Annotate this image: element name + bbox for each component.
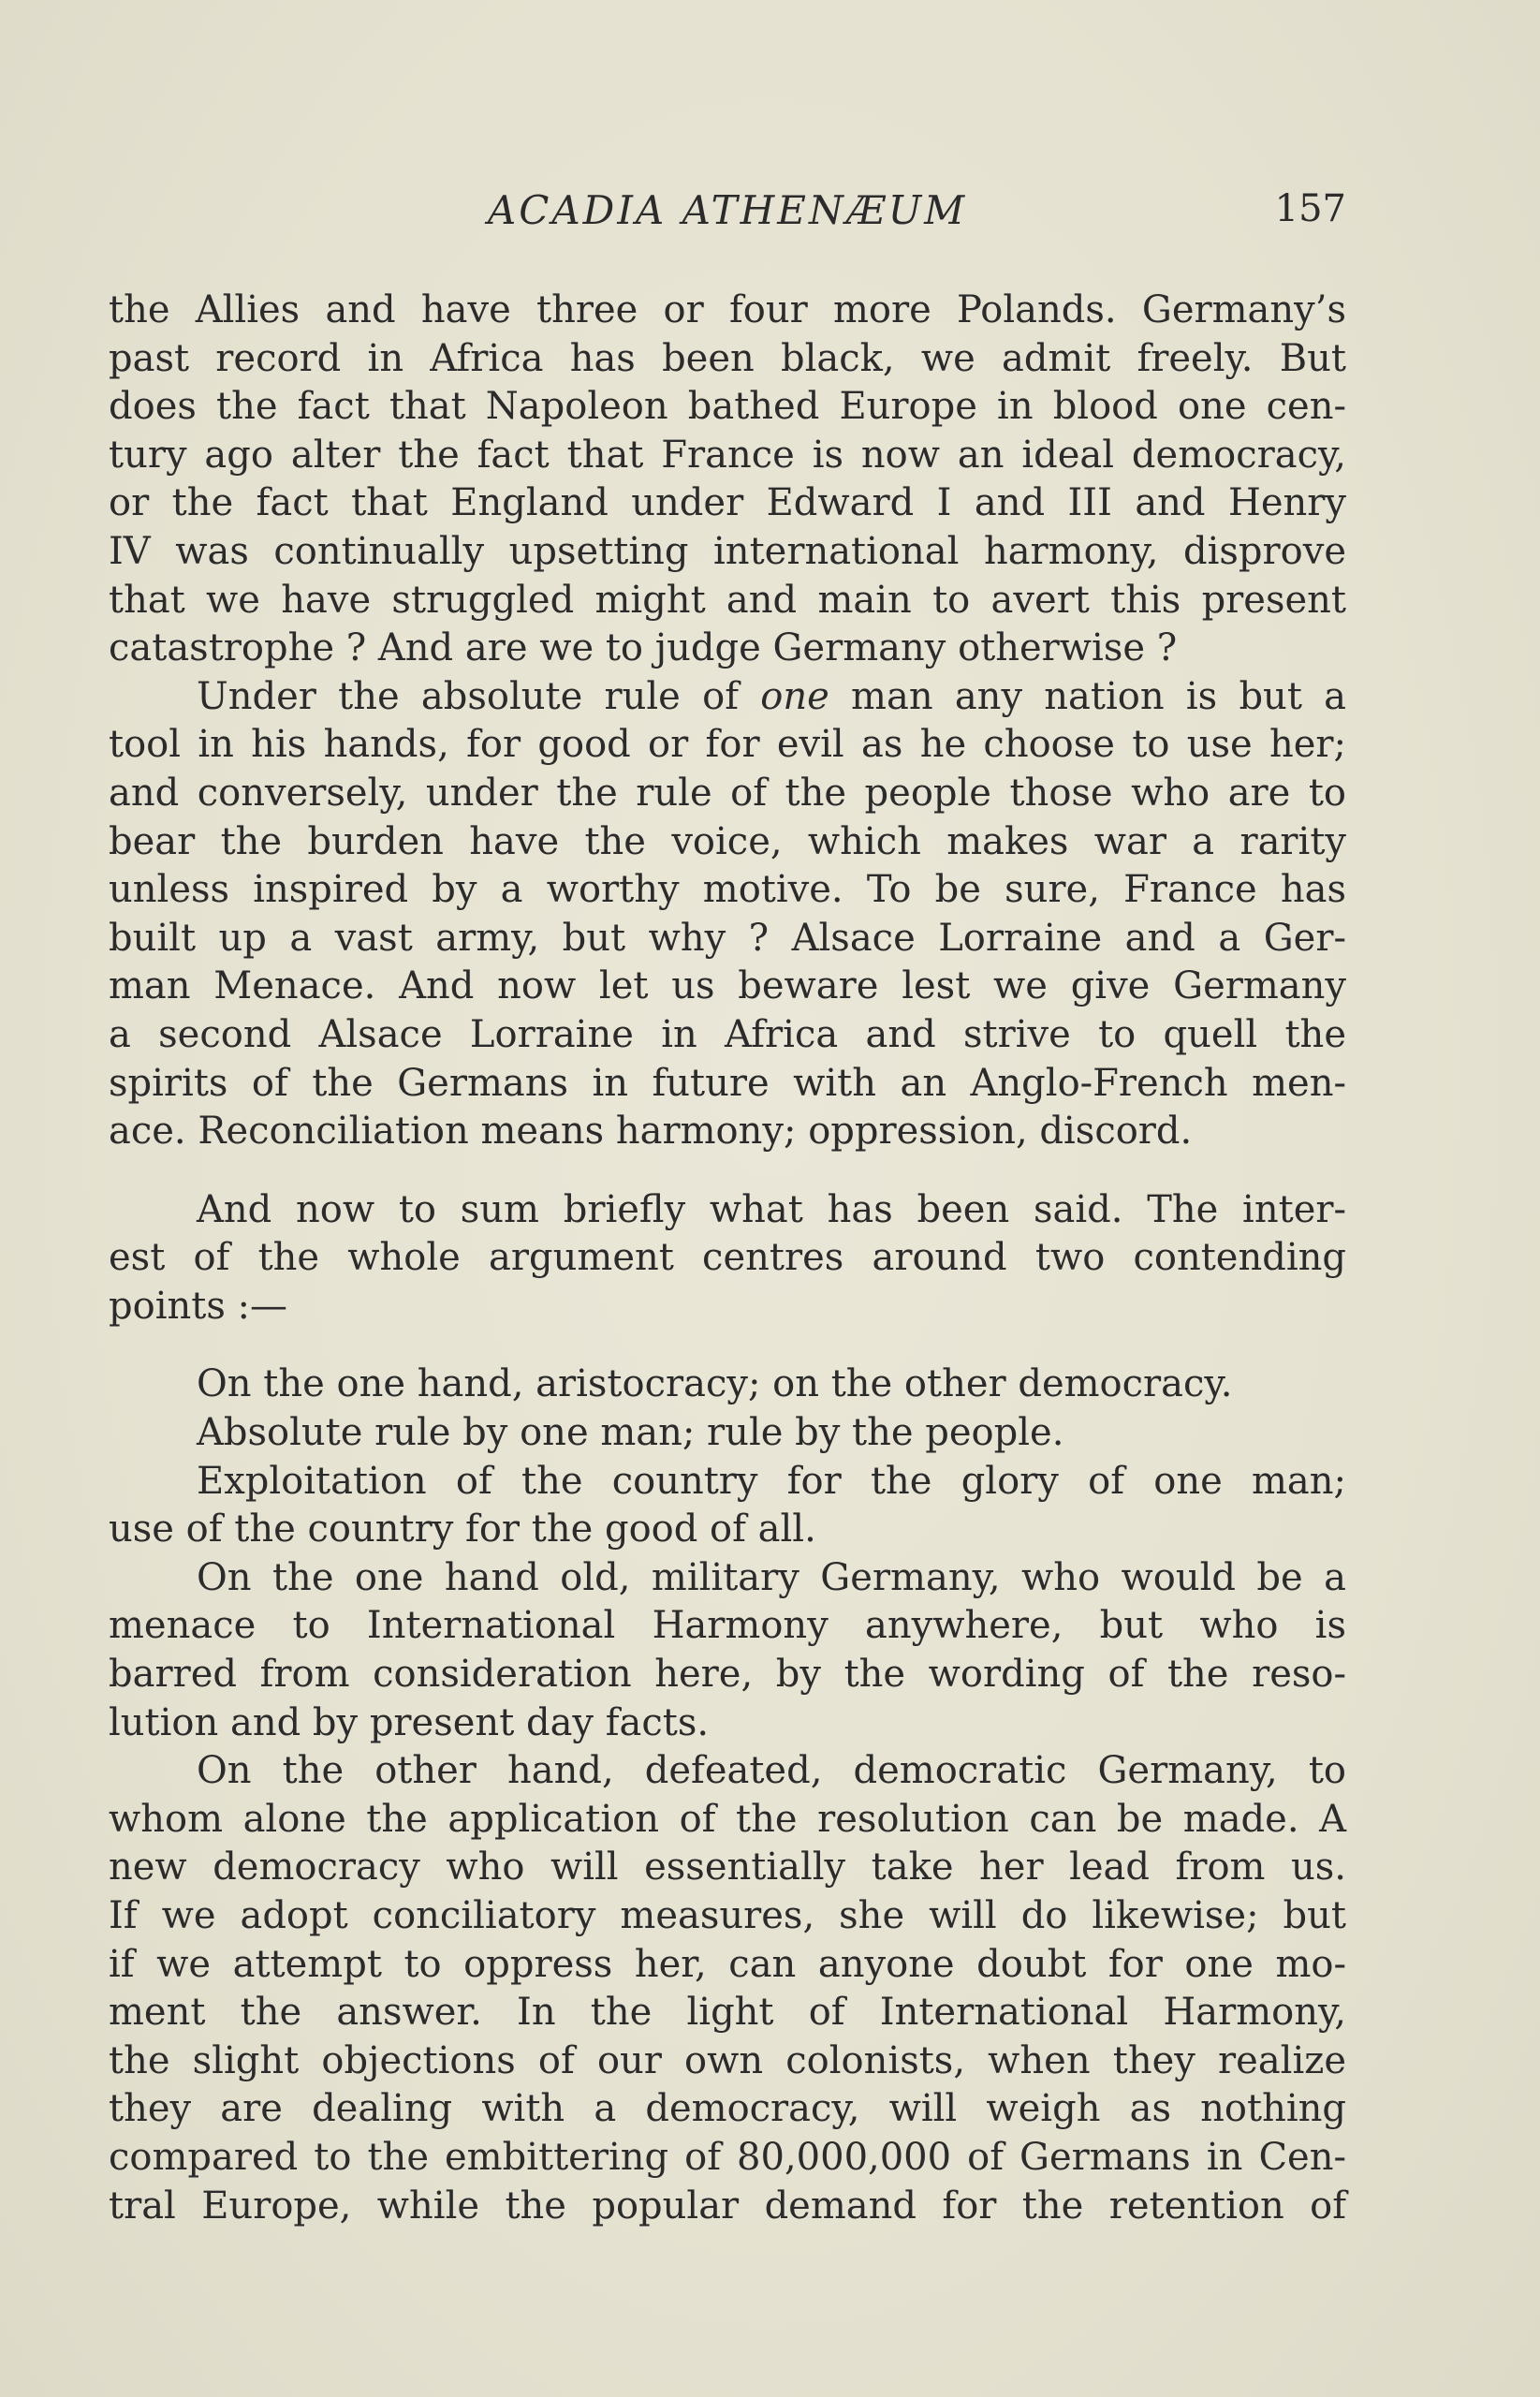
- text-line: the slight objections of our own colonists, when they realize: [109, 2038, 1346, 2082]
- text-line: they are dealing with a democracy, will weigh as nothing: [109, 2087, 1346, 2131]
- text-line: lution and by present day facts.: [109, 1700, 710, 1744]
- text-line: Absolute rule by one man; rule by the people.: [197, 1411, 1064, 1455]
- text-line: est of the whole argument centres around two contending: [109, 1236, 1346, 1280]
- body-text: [109, 287, 1346, 2230]
- text-line: past record in Africa has been black, we admit freely. But: [109, 336, 1346, 380]
- text-line: On the one hand old, military Germany, who would be a: [197, 1555, 1346, 1599]
- text-line: points :—: [109, 1284, 288, 1328]
- text-line: If we adopt conciliatory measures, she will do likewise; but: [109, 1894, 1346, 1937]
- text-line: IV was continually upsetting international harmony, disprove: [109, 529, 1346, 573]
- text-line: Exploitation of the country for the glory of one man;: [197, 1459, 1346, 1503]
- text-line: bear the burden have the voice, which makes war a rarity: [109, 819, 1346, 863]
- text-line: if we attempt to oppress her, can anyone doubt for one mo-: [109, 1942, 1346, 1986]
- text-line: built up a vast army, but why ? Alsace Lorraine and a Ger-: [109, 916, 1346, 960]
- text-line: And now to sum briefly what has been said. The inter-: [197, 1187, 1346, 1231]
- text-line: compared to the embittering of 80,000,000 of Germans in Cen-: [109, 2135, 1346, 2179]
- text-line: new democracy who will essentially take her lead from us.: [109, 1846, 1346, 1890]
- text-line: menace to International Harmony anywhere, but who is: [109, 1604, 1346, 1648]
- text-line: the Allies and have three or four more Polands. Germany’s: [109, 288, 1346, 331]
- text-line: On the other hand, defeated, democratic Germany, to: [197, 1749, 1346, 1793]
- text-line: catastrophe ? And are we to judge Germany otherwise ?: [109, 626, 1178, 670]
- text-line: [109, 673, 1346, 722]
- text-line: man Menace. And now let us beware lest we give Germany: [109, 964, 1346, 1008]
- emphasized-word: one: [760, 674, 829, 718]
- text-line: barred from consideration here, by the wording of the reso-: [109, 1653, 1346, 1697]
- text-line: whom alone the application of the resolution can be made. A: [109, 1797, 1346, 1841]
- text-line: a second Alsace Lorraine in Africa and strive to quell the: [109, 1012, 1346, 1056]
- page-number: 157: [1274, 187, 1346, 230]
- text-span: Under the absolute rule of: [197, 674, 761, 718]
- text-line: tool in his hands, for good or for evil as he choose to use her;: [109, 723, 1346, 767]
- text-line: ace. Reconciliation means harmony; oppression, discord.: [109, 1110, 1193, 1154]
- text-line: use of the country for the good of all.: [109, 1507, 816, 1551]
- text-line: and conversely, under the rule of the people those who are to: [109, 771, 1346, 815]
- text-line: does the fact that Napoleon bathed Europe in blood one cen-: [109, 385, 1346, 429]
- text-span: man any nation is but a: [829, 674, 1346, 718]
- text-line: or the fact that England under Edward I and III and Henry: [109, 481, 1346, 525]
- text-line: that we have struggled might and main to avert this present: [109, 578, 1346, 622]
- text-line: ment the answer. In the light of International Harmony,: [109, 1991, 1346, 2035]
- text-line: tury ago alter the fact that France is now an ideal democracy,: [109, 433, 1346, 477]
- running-head: ACADIA ATHENÆUM: [487, 187, 968, 233]
- page-header: [109, 187, 1346, 243]
- text-line: tral Europe, while the popular demand for the retention of: [109, 2184, 1346, 2228]
- text-line: On the one hand, aristocracy; on the other democracy.: [197, 1362, 1233, 1406]
- text-line: unless inspired by a worthy motive. To be sure, France has: [109, 868, 1346, 912]
- text-line: spirits of the Germans in future with an Anglo-French men-: [109, 1061, 1346, 1105]
